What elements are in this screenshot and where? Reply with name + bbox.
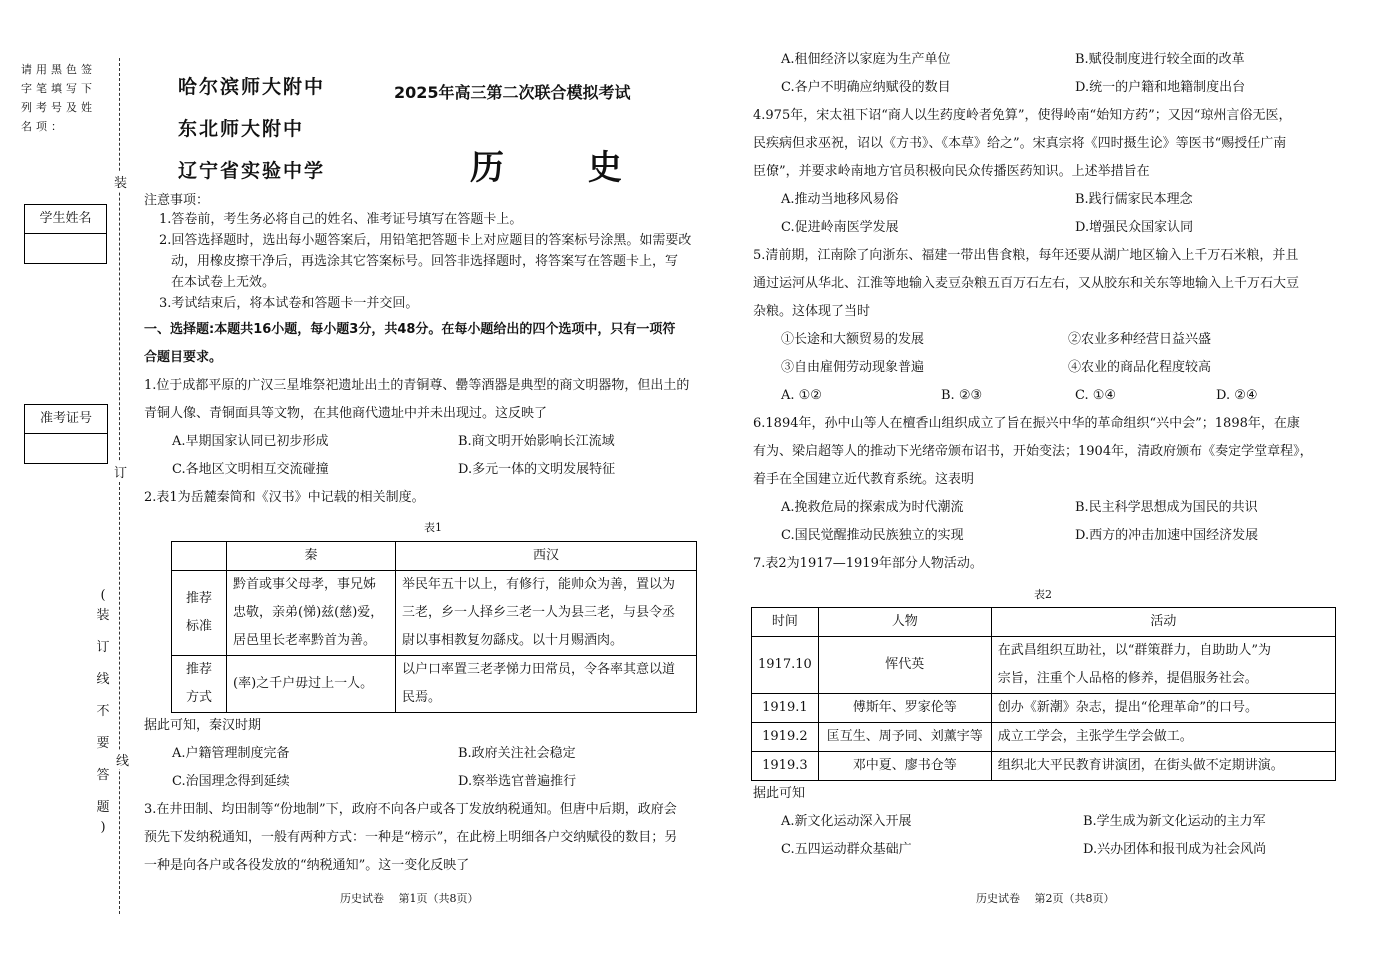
table-row-label <box>172 571 227 656</box>
table-1 <box>171 541 697 713</box>
q1-option-b[interactable]: B.商文明开始影响长江流域 <box>458 434 615 449</box>
q7-option-c[interactable]: C.五四运动群众基础广 <box>781 842 912 857</box>
cell-line: 忠敬，亲弟(悌)兹(慈)爱， <box>233 605 384 620</box>
stem-line: 一种是向各户或各役发放的“纳税通知”。这一变化反映了 <box>144 858 470 873</box>
stem-line: 青铜人像、青铜面具等文物，在其他商代遗址中并未出现过。这反映了 <box>144 406 548 421</box>
q3-option-a[interactable]: A.租佃经济以家庭为生产单位 <box>781 52 951 67</box>
q2-option-a[interactable]: A.户籍管理制度完备 <box>172 746 290 761</box>
table-header-cell: 西汉 <box>396 542 697 571</box>
question-2-after: 据此可知，秦汉时期 <box>144 718 262 733</box>
warning-char: 要 <box>96 736 110 751</box>
note-line: 2.回答选择题时，选出每小题答案后，用铅笔把答题卡上对应题目的答案标号涂黑。如需要改 <box>159 233 692 248</box>
table-header-cell: 人物 <box>818 608 991 637</box>
q5-statement-3: ③自由雇佣劳动现象普遍 <box>781 360 925 375</box>
table-cell-han <box>396 656 697 713</box>
binding-instruction <box>21 60 101 136</box>
cell-line: 推荐 <box>185 662 212 677</box>
table-row-label <box>172 656 227 713</box>
binding-warning <box>96 580 110 844</box>
instruction-line: 名项： <box>21 120 66 133</box>
stem-line: 着手在全国建立近代教育系统。这表明 <box>753 472 975 487</box>
table-cell-person: 匡互生、周予同、刘薰宇等 <box>818 723 991 752</box>
student-name-label: 学生姓名 <box>25 205 106 234</box>
stem-line: 1.位于成都平原的广汉三星堆祭祀遗址出土的青铜尊、罍等酒器是典型的商文明器物，但出土的 <box>144 378 690 393</box>
table-cell-qin <box>227 571 396 656</box>
q6-option-b[interactable]: B.民主科学思想成为国民的共识 <box>1075 500 1258 515</box>
table-row <box>172 656 697 713</box>
table-row <box>752 637 1336 694</box>
binding-mark-ding: 订 <box>114 462 127 481</box>
table-cell-person: 傅斯年、罗家伦等 <box>818 694 991 723</box>
question-1-stem <box>144 372 689 428</box>
table-cell-activity: 创办《新潮》杂志，提出“伦理革命”的口号。 <box>991 694 1335 723</box>
note-line: 动，用橡皮擦干净后，再选涂其它答案标号。回答非选择题时，将答案写在答题卡上，写 <box>171 254 679 269</box>
cell-line: 民焉。 <box>402 690 442 705</box>
binding-mark-zhuang: 装 <box>114 172 127 191</box>
section-heading-line: 一、选择题:本题共16小题，每小题3分，共48分。在每小题给出的四个选项中，只有一项符 <box>144 322 676 337</box>
table-cell-han <box>396 571 697 656</box>
table-row <box>172 542 697 571</box>
instruction-line: 请用黑色签 <box>21 63 96 76</box>
question-3-stem <box>144 796 677 880</box>
table-cell-time: 1917.10 <box>752 637 819 694</box>
table-cell-activity: 组织北大平民教育讲演团，在街头做不定期讲演。 <box>991 752 1335 781</box>
q5-option-a[interactable]: A. ①② <box>781 388 822 403</box>
cell-line: 举民年五十以上，有修行，能帅众为善，置以为 <box>402 577 676 592</box>
table-cell-time: 1919.2 <box>752 723 819 752</box>
q4-option-b[interactable]: B.践行儒家民本理念 <box>1075 192 1193 207</box>
table-cell-time: 1919.3 <box>752 752 819 781</box>
section-heading <box>144 316 675 372</box>
q4-option-a[interactable]: A.推动当地移风易俗 <box>781 192 899 207</box>
notes-title: 注意事项： <box>144 193 210 208</box>
stem-line: 有为、梁启超等人的推动下光绪帝颁布诏书，开始变法；1904年，清政府颁布《奏定学堂章程》， <box>753 444 1313 459</box>
q1-option-a[interactable]: A.早期国家认同已初步形成 <box>172 434 329 449</box>
stem-line: 预先下发纳税通知，一般有两种方式：一种是“榜示”，在此榜上明细各户交纳赋役的数目；另 <box>144 830 678 845</box>
q6-option-c[interactable]: C.国民觉醒推动民族独立的实现 <box>781 528 964 543</box>
stem-line: 6.1894年，孙中山等人在檀香山组织成立了旨在振兴中华的革命组织“兴中会”；1898年，在康 <box>753 416 1300 431</box>
cell-line: 尉以事相教复勿繇戍。以十月赐酒肉。 <box>402 633 624 648</box>
warning-char: 答 <box>96 768 110 783</box>
warning-char: ) <box>100 820 106 835</box>
table-header-cell: 秦 <box>227 542 396 571</box>
question-5-stem <box>753 242 1299 326</box>
q7-option-d[interactable]: D.兴办团体和报刊成为社会风尚 <box>1083 842 1267 857</box>
section-heading-line: 合题目要求。 <box>144 350 223 365</box>
table-header-cell <box>172 542 227 571</box>
stem-line: 通过运河从华北、江淮等地输入麦豆杂粮五百万石左右，又从胶东和关东等地输入上千万石大豆 <box>753 276 1300 291</box>
q5-statement-4: ④农业的商品化程度较高 <box>1068 360 1212 375</box>
table-cell-person: 恽代英 <box>818 637 991 694</box>
school-name: 东北师大附中 <box>178 118 305 140</box>
exam-title: 2025年高三第二次联合模拟考试 <box>394 83 631 102</box>
q1-option-d[interactable]: D.多元一体的文明发展特征 <box>458 462 616 477</box>
q7-option-b[interactable]: B.学生成为新文化运动的主力军 <box>1083 814 1266 829</box>
table-2 <box>751 607 1336 781</box>
table-2-caption: 表2 <box>1034 588 1052 601</box>
table-header-cell: 活动 <box>991 608 1335 637</box>
notes-list <box>159 209 691 314</box>
cell-line: 三老，乡一人择乡三老一人为县三老，与县令丞 <box>402 605 676 620</box>
cell-line: 宗旨，注重个人品格的修养，提倡服务社会。 <box>997 671 1258 686</box>
q4-option-c[interactable]: C.促进岭南医学发展 <box>781 220 899 235</box>
table-cell-person: 邓中夏、廖书仓等 <box>818 752 991 781</box>
table-row <box>172 571 697 656</box>
instruction-line: 列考号及姓 <box>21 101 96 114</box>
stem-line: 臣僚”，并要求岭南地方官员积极向民众传播医药知识。上述举措旨在 <box>753 164 1150 179</box>
warning-char: 装 <box>96 608 110 623</box>
note-line: 3.考试结束后，将本试卷和答题卡一并交回。 <box>159 296 419 311</box>
cell-line: 在武昌组织互助社，以“群策群力，自助助人”为 <box>997 643 1272 658</box>
q5-option-b[interactable]: B. ②③ <box>941 388 983 403</box>
q1-option-c[interactable]: C.各地区文明相互交流碰撞 <box>172 462 329 477</box>
school-name: 辽宁省实验中学 <box>178 160 326 182</box>
student-name-box[interactable] <box>24 204 107 264</box>
instruction-line: 字笔填写下 <box>21 82 96 95</box>
q6-option-a[interactable]: A.挽救危局的探索成为时代潮流 <box>781 500 964 515</box>
binding-mark-xian: 线 <box>116 750 129 769</box>
footer-right: 历史试卷 第2页（共8页） <box>976 892 1115 905</box>
cell-line: 黔首或事父母孝，事兄姊 <box>233 577 377 592</box>
school-name: 哈尔滨师大附中 <box>178 76 326 98</box>
exam-id-label: 准考证号 <box>25 405 107 434</box>
cell-line: 标准 <box>185 619 212 634</box>
q2-option-c[interactable]: C.治国理念得到延续 <box>172 774 290 789</box>
warning-char: 题 <box>96 800 110 815</box>
q2-option-d[interactable]: D.察举选官普遍推行 <box>458 774 577 789</box>
table-cell-activity <box>991 637 1335 694</box>
cell-line: 推荐 <box>185 591 212 606</box>
q5-option-d[interactable]: D. ②④ <box>1216 388 1258 403</box>
stem-line: 民疾病但求巫祝，诏以《方书》、《本草》给之”。宋真宗将《四时摄生论》等医书“赐授任广南 <box>753 136 1287 151</box>
table-row <box>752 752 1336 781</box>
q3-option-d[interactable]: D.统一的户籍和地籍制度出台 <box>1075 80 1246 95</box>
question-7-after: 据此可知 <box>753 786 806 801</box>
cell-line: 方式 <box>185 690 212 705</box>
stem-line: 杂粮。这体现了当时 <box>753 304 871 319</box>
q7-option-a[interactable]: A.新文化运动深入开展 <box>781 814 912 829</box>
question-6-stem <box>753 410 1313 494</box>
warning-char: 订 <box>96 640 110 655</box>
table-cell-qin: (率)之千户毋过上一人。 <box>227 656 396 713</box>
subject-title: 历 史 <box>470 148 658 188</box>
q3-option-c[interactable]: C.各户不明确应纳赋役的数目 <box>781 80 951 95</box>
note-line: 1.答卷前，考生务必将自己的姓名、准考证号填写在答题卡上。 <box>159 212 523 227</box>
warning-char: 线 <box>96 672 110 687</box>
warning-char: ( <box>100 588 106 603</box>
cell-line: 居邑里长老率黔首为善。 <box>233 633 377 648</box>
table-cell-activity: 成立工学会，主张学生学会做工。 <box>991 723 1335 752</box>
q5-statement-1: ①长途和大额贸易的发展 <box>781 332 925 347</box>
cell-line: 以户口率置三老孝悌力田常员，令各率其意以道 <box>402 662 676 677</box>
exam-id-box[interactable] <box>24 404 108 464</box>
stem-line: 5.清前期，江南除了向浙东、福建一带出售食粮，每年还要从湖广地区输入上千万石米粮，并且 <box>753 248 1299 263</box>
stem-line: 4.975年，宋太祖下诏“商人以生药度岭者免算”，使得岭南“始知方药”；又因“琼州言俗无医， <box>753 108 1292 123</box>
q4-option-d[interactable]: D.增强民众国家认同 <box>1075 220 1194 235</box>
footer-left: 历史试卷 第1页（共8页） <box>340 892 479 905</box>
table-row <box>752 608 1336 637</box>
warning-char: 不 <box>96 704 110 719</box>
table-cell-time: 1919.1 <box>752 694 819 723</box>
q6-option-d[interactable]: D.西方的冲击加速中国经济发展 <box>1075 528 1259 543</box>
q5-option-c[interactable]: C. ①④ <box>1075 388 1117 403</box>
question-2-stem: 2.表1为岳麓秦简和《汉书》中记载的相关制度。 <box>144 490 425 505</box>
table-row <box>752 723 1336 752</box>
question-7-stem: 7.表2为1917—1919年部分人物活动。 <box>753 556 983 571</box>
q2-option-b[interactable]: B.政府关注社会稳定 <box>458 746 576 761</box>
table-1-caption: 表1 <box>424 521 442 534</box>
question-4-stem <box>753 102 1291 186</box>
table-row <box>752 694 1336 723</box>
q3-option-b[interactable]: B.赋役制度进行较全面的改革 <box>1075 52 1245 67</box>
table-header-cell: 时间 <box>752 608 819 637</box>
note-line: 在本试卷上无效。 <box>171 275 276 290</box>
q5-statement-2: ②农业多种经营日益兴盛 <box>1068 332 1212 347</box>
stem-line: 3.在井田制、均田制等“份地制”下，政府不向各户或各丁发放纳税通知。但唐中后期，政府会 <box>144 802 677 817</box>
